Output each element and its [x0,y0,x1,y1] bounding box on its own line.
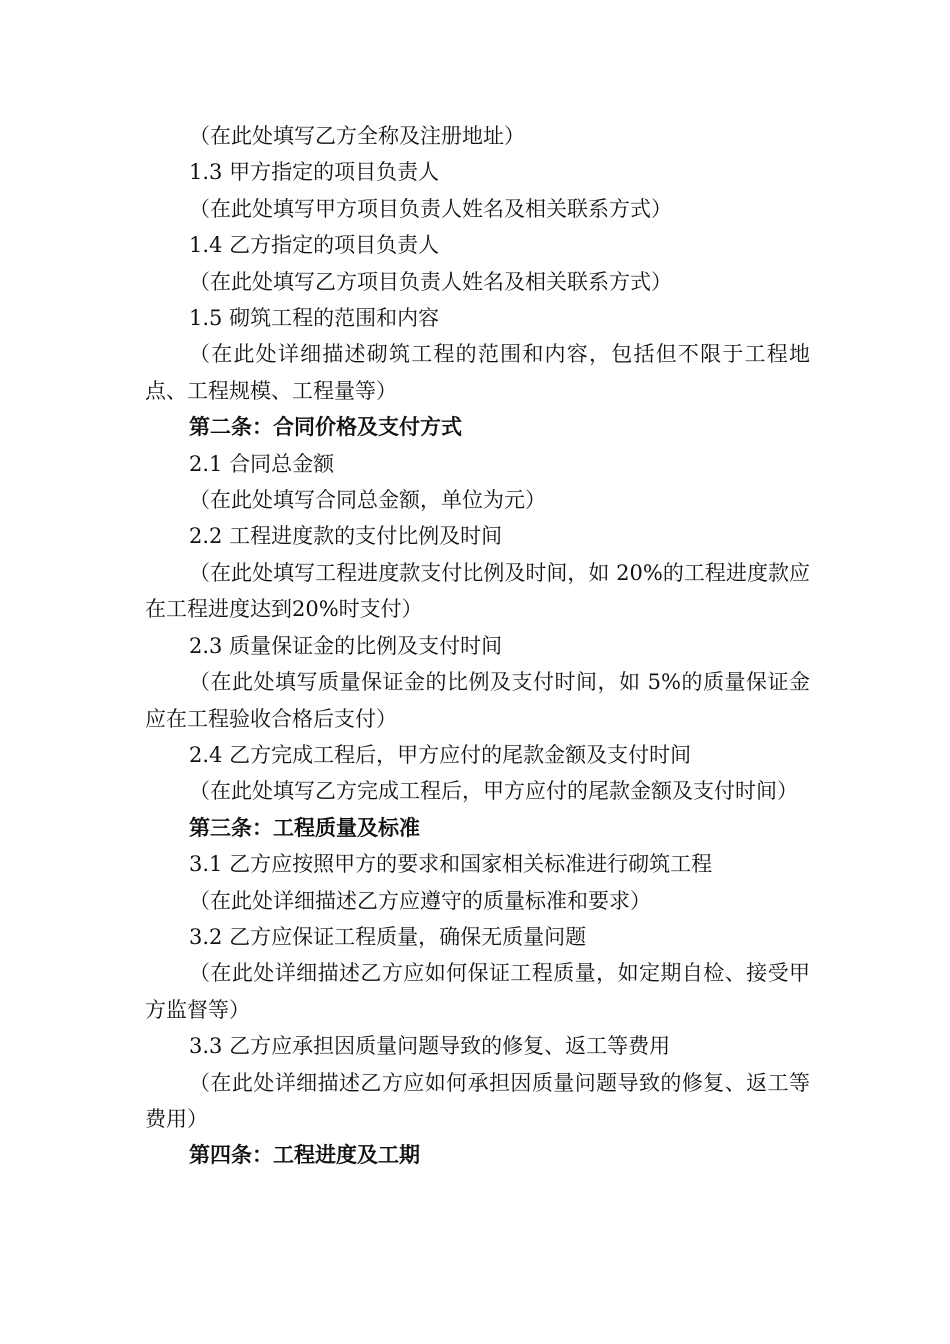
total-amount-placeholder: （在此处填写合同总金额，单位为元） [189,488,546,513]
clause-2-2: 2.2 工程进度款的支付比例及时间 [189,524,503,549]
clause-2-3: 2.3 质量保证金的比例及支付时间 [189,633,503,658]
clause-3-3: 3.3 乙方应承担因质量问题导致的修复、返工等费用 [189,1034,671,1059]
clause-3-2: 3.2 乙方应保证工程质量，确保无质量问题 [189,924,587,949]
clause-3-1: 3.1 乙方应按照甲方的要求和国家相关标准进行砌筑工程 [189,852,713,877]
clause-1-5: 1.5 砌筑工程的范围和内容 [189,306,440,331]
section-heading-2: 第二条：合同价格及支付方式 [189,415,462,440]
quality-standard-placeholder: （在此处详细描述乙方应遵守的质量标准和要求） [189,888,651,913]
repair-cost-placeholder: （在此处详细描述乙方应如何承担因质量问题导致的修复、返工等费用） [145,1070,810,1131]
progress-payment-placeholder: （在此处填写工程进度款支付比例及时间，如 20%的工程进度款应在工程进度达到20%时支付） [145,560,810,622]
retention-placeholder: （在此处填写质量保证金的比例及支付时间，如 5%的质量保证金应在工程验收合格后支付） [145,670,810,731]
party-b-name-placeholder: （在此处填写乙方全称及注册地址） [189,124,525,148]
document-body [145,118,810,1174]
party-b-manager-placeholder: （在此处填写乙方项目负责人姓名及相关联系方式） [189,269,672,294]
scope-placeholder: （在此处详细描述砌筑工程的范围和内容，包括但不限于工程地点、工程规模、工程量等） [145,342,810,403]
clause-1-4: 1.4 乙方指定的项目负责人 [189,233,440,258]
quality-assurance-placeholder: （在此处详细描述乙方应如何保证工程质量，如定期自检、接受甲方监督等） [145,961,810,1022]
party-a-manager-placeholder: （在此处填写甲方项目负责人姓名及相关联系方式） [189,196,672,221]
clause-1-3: 1.3 甲方指定的项目负责人 [189,160,440,185]
final-payment-placeholder: （在此处填写乙方完成工程后，甲方应付的尾款金额及支付时间） [189,779,798,804]
clause-2-1: 2.1 合同总金额 [189,451,335,476]
section-heading-4: 第四条：工程进度及工期 [189,1143,420,1168]
clause-2-4: 2.4 乙方完成工程后，甲方应付的尾款金额及支付时间 [189,742,692,767]
section-heading-3: 第三条：工程质量及标准 [189,815,420,840]
